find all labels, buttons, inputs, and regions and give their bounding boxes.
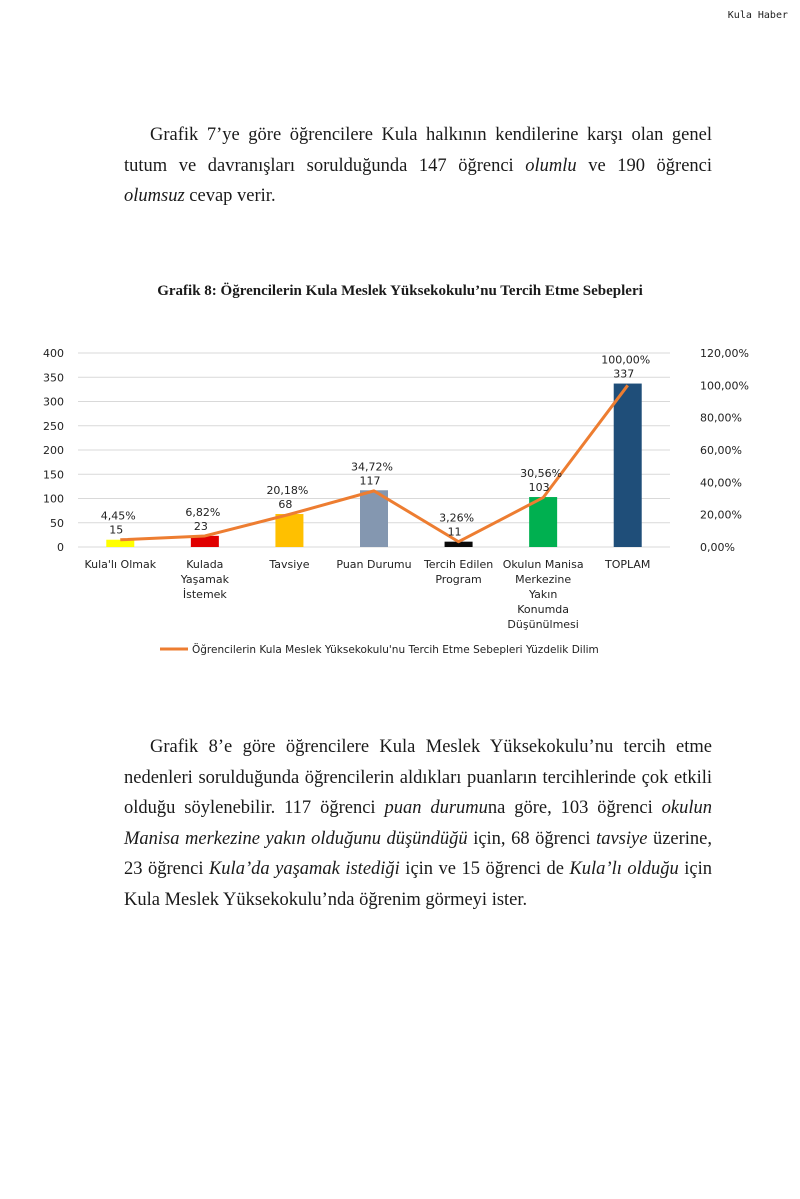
y-tick-label: 150 [43,468,64,482]
bar [614,384,642,547]
combo-chart [0,330,800,670]
x-tick-label: İstemek [182,588,227,601]
y2-tick-label: 20,00% [700,508,742,522]
x-tick-label: Program [435,573,482,586]
value-label: 15 [109,523,124,537]
x-tick-label: Puan Durumu [336,558,412,571]
value-label: 337 [613,367,635,381]
y-tick-label: 300 [43,395,64,409]
p2-italic-1: puan durumu [384,798,488,818]
value-label: 117 [359,474,381,488]
bar [529,497,557,547]
x-tick-label: Tavsiye [269,558,310,571]
bar [275,514,303,547]
p2-text-5: için ve 15 öğrenci de [399,859,570,879]
y-tick-label: 0 [57,541,64,554]
percent-label: 100,00% [601,353,651,367]
x-tick-label: Yakın [528,588,558,601]
percent-label: 34,72% [351,460,393,474]
x-tick-label: Okulun Manisa [502,558,584,571]
y-tick-label: 350 [43,371,64,385]
x-tick-label: Yaşamak [180,573,229,586]
percent-label: 20,18% [266,484,309,498]
value-label: 103 [528,481,550,495]
percent-label: 6,82% [185,505,221,519]
y-tick-label: 200 [43,444,64,457]
x-tick-label: Tercih Edilen [423,558,494,571]
p1-text-2: ve 190 öğrenci [576,155,713,176]
p2-italic-5: Kula’lı olduğu [569,859,679,879]
p1-text-3: cevap verir. [184,186,276,206]
x-tick-label: Kula'lı Olmak [84,558,157,571]
y2-tick-label: 100,00% [700,379,749,393]
percent-label: 4,45% [100,509,136,523]
y-tick-label: 250 [43,419,64,433]
x-tick-label: Kulada [186,558,224,571]
x-tick-label: TOPLAM [605,558,651,571]
p2-text-3: için, 68 öğrenci [467,828,597,849]
paragraph-2 [124,732,712,915]
p2-text-2: na göre, 103 öğrenci [487,798,662,818]
value-label: 23 [193,519,208,533]
y2-tick-label: 80,00% [700,411,742,425]
x-tick-label: Düşünülmesi [507,618,579,631]
y2-tick-label: 0,00% [700,541,735,554]
y-tick-label: 100 [43,492,64,506]
y-tick-label: 50 [50,516,64,530]
y-tick-label: 400 [43,347,64,360]
p2-text-6: için Kula Meslek Yüksekokulu’nda öğrenim görmeyi ister. [124,859,712,910]
p2-text-4: üzerine, 23 öğrenci [124,828,713,879]
p1-italic-1: olumlu [525,155,577,176]
p2-text-1: Grafik 8’e göre öğrencilere Kula Meslek Yüksekokulu’nu tercih etme nedenleri sorulduğunda öğrencilerin aldıkları puanların tercihlerinde çok etkili olduğu söylenebilir. 117 öğrenci [124,737,712,818]
p1-italic-2: olumsuz [124,186,185,206]
y2-tick-label: 40,00% [700,476,742,490]
percent-label: 30,56% [520,467,563,481]
paragraph-1 [124,120,712,212]
p1-text-1: Grafik 7’ye göre öğrencilere Kula halkının kendilerine karşı olan genel tutum ve davranışları sorulduğunda 147 öğrenci [124,125,712,176]
percent-label: 3,26% [439,511,475,525]
y2-tick-label: 120,00% [700,347,749,360]
legend-label: Öğrencilerin Kula Meslek Yüksekokulu'nu Tercih Etme Sebepleri Yüzdelik Dilim [192,644,599,656]
figure-title: Grafik 8: Öğrencilerin Kula Meslek Yüksekokulu’nu Tercih Etme Sebepleri [157,283,643,299]
p2-italic-3: tavsiye [596,828,648,849]
value-label: 11 [447,525,462,539]
p2-italic-4: Kula’da yaşamak istediği [208,859,400,879]
value-label: 68 [278,498,293,512]
y2-tick-label: 60,00% [700,444,742,457]
x-tick-label: Konumda [517,603,570,616]
site-watermark: Kula Haber [727,10,788,21]
x-tick-label: Merkezine [515,573,572,586]
bar [360,490,388,547]
p2-italic-2: okulun Manisa merkezine yakın olduğunu düşündüğü [124,798,712,849]
